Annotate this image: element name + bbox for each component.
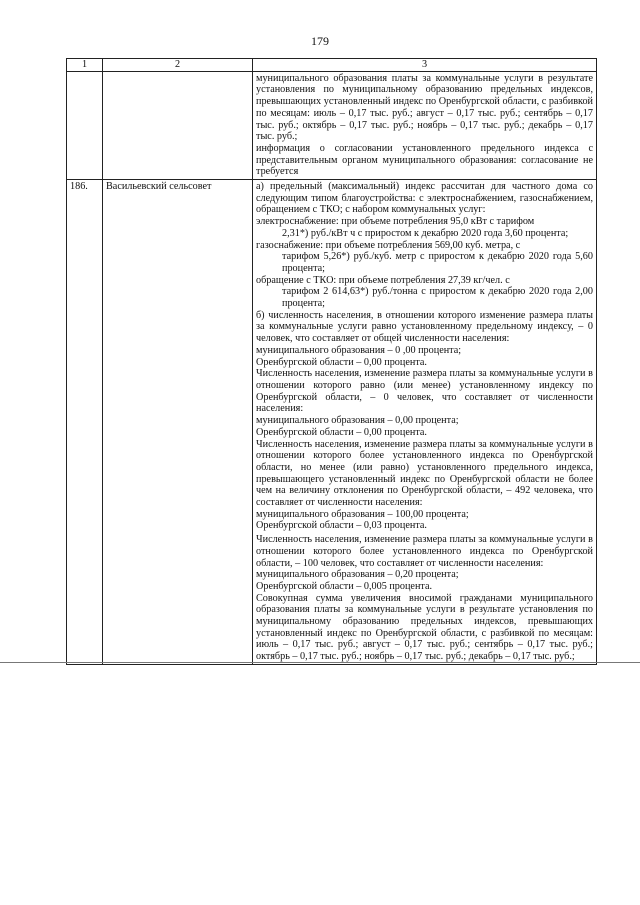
table-header-row (67, 59, 597, 72)
table-row-186 (67, 180, 597, 665)
continuation-cell (253, 71, 597, 179)
row-name-empty (103, 71, 253, 179)
gas-line-1: газоснабжение: при объеме потребления 569,00 куб. метра, с (256, 239, 521, 251)
row-number: 186. (67, 180, 103, 665)
section-c-intro: Численность населения, изменение размера платы за коммунальные услуги в отношении которого равно (или менее) установленному индексу по Оренбургской области, – 0 человек, что составляет от численности населения: (256, 368, 593, 415)
section-f-intro: Совокупная сумма увеличения вносимой гражданами муниципального образования платы за коммунальные услуги в результате установления по муниципальному образованию предельных индексов, превышающих установленный индекс по Оренбургской области, с разбивкой по месяцам: июль – 0,17 тыс. руб.; август – 0,17 тыс. руб.; сентябрь – 0,17 тыс. руб.; октябрь – 0,17 тыс. руб.; ноябрь – 0,17 тыс. руб.; декабрь – 0,17 тыс. руб.; (256, 592, 593, 663)
electro-line-1: электроснабжение: при объеме потребления 95,0 кВт с тарифом (256, 216, 535, 228)
section-e-mo: муниципального образования – 0,20 процента; (256, 569, 459, 581)
section-a-intro: а) предельный (максимальный) индекс рассчитан для частного дома со следующим типом благоустройства: с электроснабжением, газоснабжением, обращением с ТКО; с набором коммунальных услуг: (256, 181, 593, 216)
continuation-text-1: муниципального образования платы за коммунальные услуги в результате установления по муниципальному образованию предельных индексов, превышающих установленный индекс по Оренбургской области, с разбивкой по месяцам: июль – 0,17 тыс. руб.; август – 0,17 тыс. руб.; сентябрь – 0,17 тыс. руб.; октябрь – 0,17 тыс. руб.; ноябрь – 0,17 тыс. руб.; декабрь – 0,17 тыс. руб.; (256, 72, 593, 143)
gas-line-2: тарифом 5,26*) руб./куб. метр с приростом к декабрю 2020 года 5,60 процента; (282, 251, 593, 274)
scan-page-divider (0, 662, 640, 663)
section-d-intro: Численность населения, изменение размера платы за коммунальные услуги в отношении которого более установленного индекса по Оренбургской области, но менее (или равно) установленного предельного индекса, превышающего установленный индекс по Оренбургской области не более чем на величину отклонения по Оренбургской области, – 492 человека, что составляет от численности населения: (256, 438, 593, 509)
row-content-cell (253, 180, 597, 665)
page-number: 179 (311, 34, 329, 48)
section-b-mo: муниципального образования – 0 ,00 процента; (256, 344, 462, 356)
section-d-oblast: Оренбургской области – 0,03 процента. (256, 520, 427, 532)
header-col-2: 2 (103, 59, 253, 72)
section-e-intro: Численность населения, изменение размера платы за коммунальные услуги в отношении которого более установленного индекса по Оренбургской области, – 100 человек, что составляет от численности населения: (256, 534, 593, 569)
tko-line-2: тарифом 2 614,63*) руб./тонна с приростом к декабрю 2020 года 2,00 процента; (282, 286, 593, 310)
header-col-3: 3 (253, 59, 597, 72)
section-b-oblast: Оренбургской области – 0,00 процента. (256, 356, 427, 368)
section-e-oblast: Оренбургской области – 0,005 процента. (256, 580, 433, 592)
section-c-oblast: Оренбургской области – 0,00 процента. (256, 426, 427, 438)
section-c-mo: муниципального образования – 0,00 процента; (256, 415, 459, 427)
table-row-continuation (67, 71, 597, 179)
document-table (66, 58, 597, 665)
continuation-text-2: информация о согласовании установленного предельного индекса с представительным органом муниципального образования: согласование не требуется (256, 142, 593, 178)
municipality-name: Васильевский сельсовет (103, 180, 253, 665)
row-number-empty (67, 71, 103, 179)
header-col-1: 1 (67, 59, 103, 72)
electro-line-2: 2,31*) руб./кВт ч с приростом к декабрю 2020 года 3,60 процента; (282, 227, 569, 239)
section-b-intro: б) численность населения, в отношении которого изменение размера платы за коммунальные услуги равно установленному предельному индексу, – 0 человек, что составляет от общей численности населения: (256, 309, 593, 345)
tko-line-1: обращение с ТКО: при объеме потребления 27,39 кг/чел. с (256, 274, 510, 286)
section-d-mo: муниципального образования – 100,00 процента; (256, 508, 469, 520)
continued-content (256, 534, 593, 663)
